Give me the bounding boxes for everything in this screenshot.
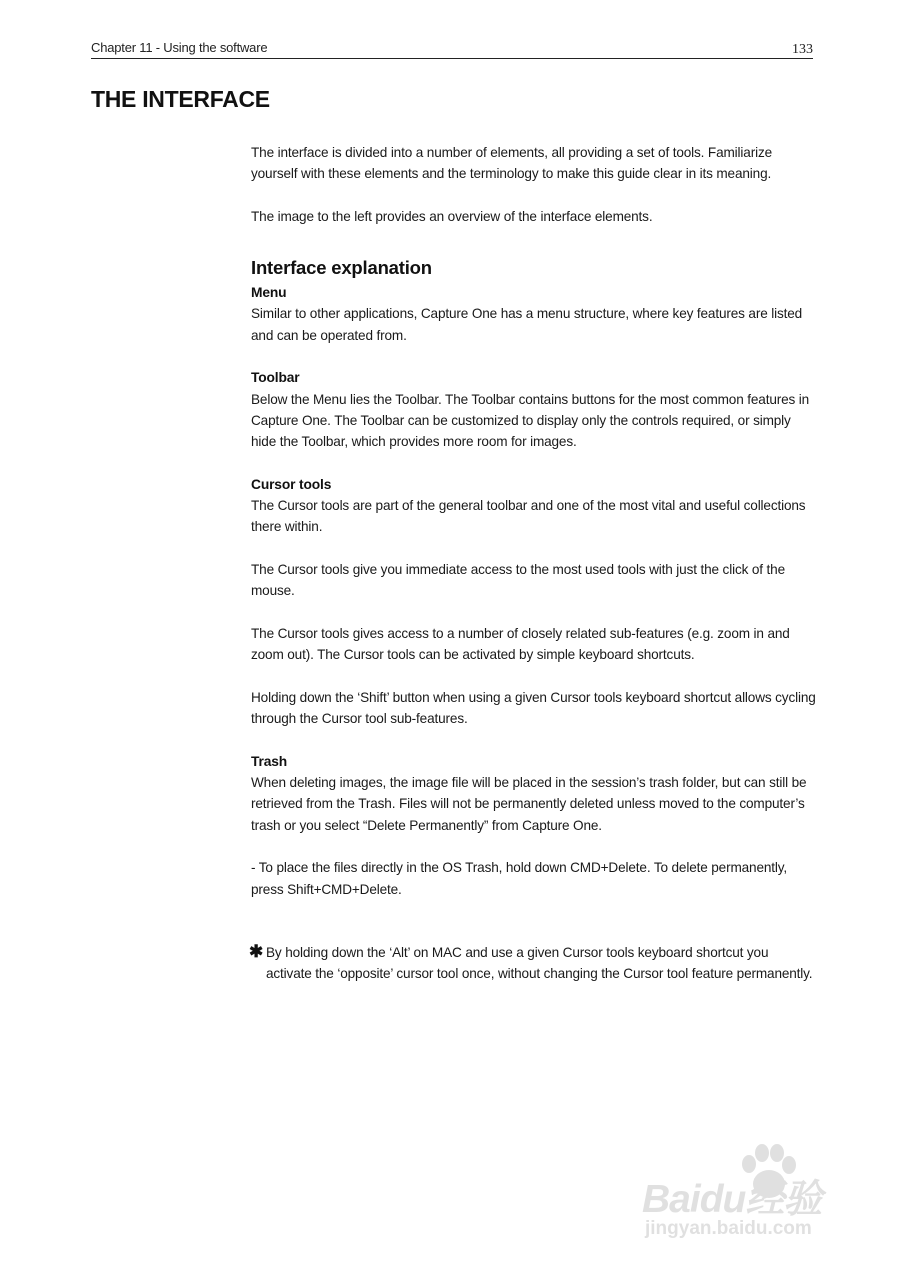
asterisk-icon: ✱ xyxy=(249,941,264,961)
cursor-tools-paragraph: The Cursor tools are part of the general toolbar and one of the most vital and useful collections there within. xyxy=(251,498,806,535)
chapter-title: Chapter 11 - Using the software xyxy=(91,40,268,55)
cursor-tools-paragraph: The Cursor tools give you immediate access to the most used tools with just the click of the mouse. xyxy=(251,562,785,599)
tip-note xyxy=(251,942,817,985)
baidu-watermark xyxy=(640,1140,855,1250)
intro-paragraph: The image to the left provides an overview of the interface elements. xyxy=(251,208,653,224)
intro-paragraph: The interface is divided into a number of elements, all providing a set of tools. Familiarize yourself with these elements and the terminology to make this guide clear in its meaning. xyxy=(251,145,772,182)
toolbar-paragraph: Below the Menu lies the Toolbar. The Toolbar contains buttons for the most common features in Capture One. The Toolbar can be customized to display only the controls required, or simply hide the Toolbar, which provides more room for images. xyxy=(251,391,810,450)
cursor-tools-paragraph: Holding down the ‘Shift’ button when using a given Cursor tools keyboard shortcut allows cycling through the Cursor tool sub-features. xyxy=(251,689,816,727)
menu-paragraph: Similar to other applications, Capture One has a menu structure, where key features are listed and can be operated from. xyxy=(251,306,803,343)
trash-paragraph: - To place the files directly in the OS Trash, hold down CMD+Delete. To delete permanently, press Shift+CMD+Delete. xyxy=(251,860,788,897)
tip-note-text: By holding down the ‘Alt’ on MAC and use a given Cursor tools keyboard shortcut you activate the ‘opposite’ cursor tool once, without changing the Cursor tool feature permanently. xyxy=(266,944,813,982)
watermark-url: jingyan.baidu.com xyxy=(645,1218,812,1239)
cursor-tools-heading: Cursor tools xyxy=(251,476,332,492)
cursor-tools-paragraph: The Cursor tools gives access to a number of closely related sub-features (e.g. zoom in and zoom out). The Cursor tools can be activated by simple keyboard shortcuts. xyxy=(251,625,790,663)
toolbar-heading: Toolbar xyxy=(251,370,300,386)
trash-heading: Trash xyxy=(251,753,288,769)
main-content xyxy=(251,142,817,984)
section-heading: Interface explanation xyxy=(251,257,432,279)
menu-heading: Menu xyxy=(251,285,287,301)
page-title: THE INTERFACE xyxy=(91,86,270,112)
page-number: 133 xyxy=(792,42,813,57)
page-header xyxy=(91,38,813,59)
trash-paragraph: When deleting images, the image file will be placed in the session’s trash folder, but can still be retrieved from the Trash. Files will not be permanently deleted unless moved to the computer’s trash or you select “Delete Permanently” from Capture One. xyxy=(251,775,807,833)
watermark-logo-text: Baidu经验 xyxy=(642,1178,822,1221)
